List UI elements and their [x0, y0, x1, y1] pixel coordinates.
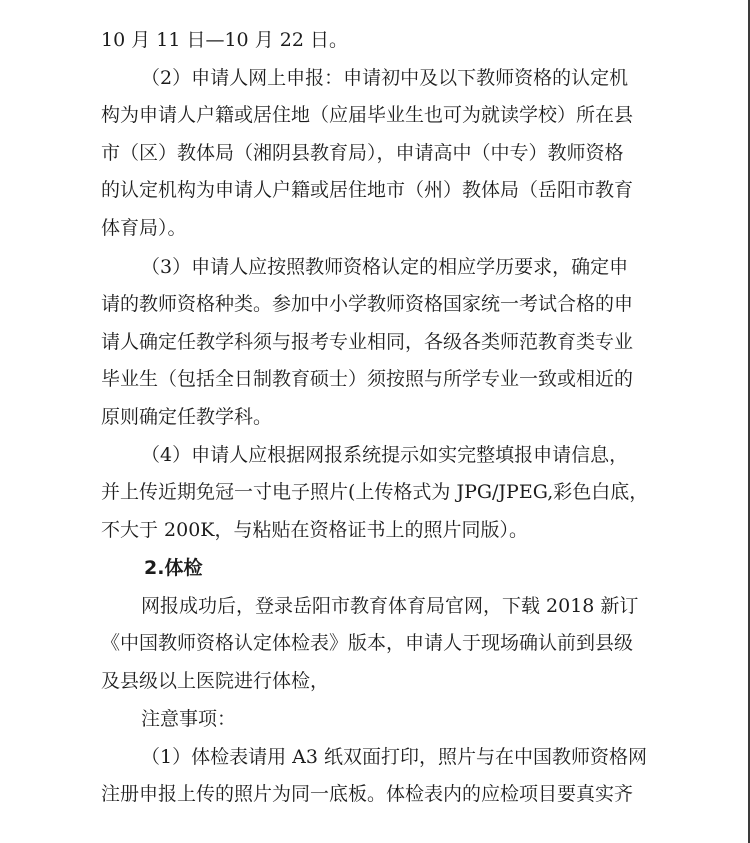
notes-label: 注意事项： [141, 708, 237, 730]
paragraph-2-line-3: 市（区）教体局（湘阴县教育局），申请高中（中专）教师资格 [101, 142, 624, 164]
paragraph-3-line-2: 请的教师资格种类。参加中小学教师资格国家统一考试合格的申 [101, 293, 634, 315]
paragraph-4-line-1: （4）申请人应根据网报系统提示如实完整填报申请信息， [141, 444, 629, 466]
paragraph-3-line-5: 原则确定任教学科。 [101, 406, 273, 428]
paragraph-2-line-4: 的认定机构为申请人户籍或居住地市（州）教体局（岳阳市教育 [101, 179, 634, 201]
paragraph-3-line-4: 毕业生（包括全日制教育硕士）须按照与所学专业一致或相近的 [101, 368, 634, 390]
paragraph-2-line-5: 体育局）。 [101, 217, 187, 239]
paragraph-3-line-1: （3）申请人应按照教师资格认定的相应学历要求，确定申 [141, 256, 629, 278]
paragraph-2-line-1: （2）申请人网上申报：申请初中及以下教师资格的认定机 [141, 67, 629, 89]
paragraph-exam-line-3: 及县级以上医院进行体检， [101, 670, 330, 692]
paragraph-exam-line-2: 《中国教师资格认定体检表》版本，申请人于现场确认前到县级 [101, 632, 634, 654]
paragraph-exam-line-1: 网报成功后，登录岳阳市教育体育局官网，下载 2018 新订 [141, 595, 639, 617]
note-1-line-2: 注册申报上传的照片为同一底板。体检表内的应检项目要真实齐 [101, 783, 634, 805]
paragraph-4-line-3: 不大于 200K，与粘贴在资格证书上的照片同版）。 [101, 519, 529, 541]
paragraph-3-line-3: 请人确定任教学科须与报考专业相同，各级各类师范教育类专业 [101, 331, 634, 353]
paragraph-2-line-2: 构为申请人户籍或居住地（应届毕业生也可为就读学校）所在县 [101, 104, 634, 126]
note-1-line-1: （1）体检表请用 A3 纸双面打印，照片与在中国教师资格网 [141, 746, 647, 768]
text-line-date-range: 10 月 11 日—10 月 22 日。 [101, 29, 348, 51]
paragraph-4-line-2: 并上传近期免冠一寸电子照片(上传格式为 JPG/JPEG,彩色白底， [101, 481, 649, 503]
section-heading-physical-exam: 2.体检 [144, 557, 203, 579]
